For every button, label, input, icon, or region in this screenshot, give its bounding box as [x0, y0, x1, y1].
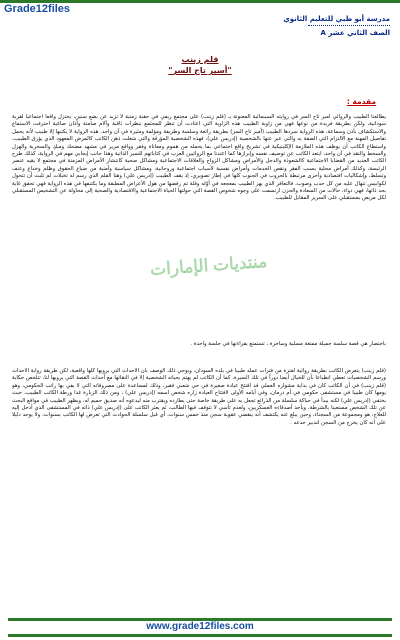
intro-paragraph-1: يطالعنا الطبيب والروائي أمير تاج السر في روايته السينمائية المعنونة بـ (قلم زينب) على مجتمع ريفي في حقبة زمنية لا تزيد عن بضع سنين، يختزل واقعا اجتماعيا لقرية سودانية، ولكن بطريقة فريدة من نوعها فهي من زاوية الطبيب هذه الزاوية التي اعتادت أن تنظر للمجتمع بنظرات ثاقبة وآلام صامتة وأذان صاغية احترفت الاستماع والاستكشاف بأذن وسماعة، هذه الرواية سردها الطبيب (أمير تاج السر) بطريقة رائعة وسلسة وطريفة ومؤلمة ومثيرة في آن واحد. هذه الرواية لا يكتبها إلا طبيب لأنه يحمل تفاصيل المهنة مع الالتزام التي الصفة به والتي عبر عنها بالشخصية (إدريس علي)، فهذه الشخصية المؤرقة والتي شغلت ذهن الكاتب كالمرض المعهود الذي يؤرق الطبيب، واستطاع الكاتب أن يوظف هذه الملازمة الإكلينيكية في تشريح واقع اجتماعي بما يحمله من هموم ومعاناة وفقر وواقع مرير في مشهد مضحك ومبكٍ والسخرية والهزل والسخط والنقد في آن واحد، ابتعد الكاتب عن توصيف نفسه وإبرازها كما اعتدنا مع الروائيين العرب في كتاباتهم للسير الذاتية وهذا جانب إيجابي مهم في الرواية، كذلك طرح الكاتب العديد من القضايا الاجتماعية كالشعوذة والدجل والأمراض ومشاكل الزواج والعلاقات الاجتماعية ومشاكل صحية كانتشار الأمراض المزمنة في مجتمع لا يقيه عنصر الرئيسة، وكذلك أمراض محلية بسبب الفقر ونقص الخدمات وأمراض نفسية لأسباب اجتماعية وروحانية، ومشاكل سياسية وأمنية من ضياع الحقوق وظلم وخداع وعنف وتسلط، وإشكاليات اقتصادية وأخرى مرتبطة بالحروب في الجنوب كلها في إطار تصويري، إذ يقف الطبيب (إدريس علي) وهنا القلم الذي رسم له تخيلات لم تلبث أن تتحول لكوابيس تنهال عليه من كل حدب وصوب، فالتعافر الذي يهز الطبيب بمعجعه في أوّله وقلة تم رفضها من هول الأعراض المطبقة وما يكتنفها في هذه الرواية فهي تحقق غاية بحد ذاتها، فهي دواء، حالات من السعادة والحزن ارتسمت على وجوه شخوص القصة التي حولتها الحياة الاجتماعية والاقتصادية والصحية إلى محاولة عن التشخيص المستقبلي لكل مريض بمستقبلي على السرير المقابل للطبيب. — [12, 114, 386, 202]
novel-name: أسير تاج السر — [172, 66, 228, 75]
footer-divider-bottom — [8, 634, 392, 637]
intro-paragraph-3: (قلم زينب) يتعرض الكاتب بطريقة روائية لفترة من فترات عمله طبيبا في بلده السودان، ويوحي ذلك الوصف بأن الأحداث التي يرويها كلها واقعية، لكن طريقة رواية الأحداث ورسم الشخصيات تعطي انطباعا بأن للخيال أيضا دوراً في تلك السيرة، كما أن الكاتب لم يهتم بحياته الشخصية إلا في النقائها مع أحداث القصة التي يرويها لنا، تتلخص حكاية (قلم زينب) في أن الكاتب كان في بداية مشواره العملي قد افتتح عيادة صغيرة في حي شعبي فقير، وذلك لمساعدة على مصروفاته التي لا يفي بها راتب الحكومي، وهو يومها كان طبيبا في مستشفى حكومي في أم درمان، وفي أيامه الأولى لافتتاح العيادة زاره شخص اسمه (إدريس علي) ، ومن ذلك الزيارة غدا ورطة الكاتب الطبيب، حيث يختفي (إدريس علي) لكنه يبدأ في حياكة سلسلة من الذرائع تجعل به على طريقة خاصة حتى يطارده ويقترب منه ليدعوه أنه صديق حميم له، ويظهر الطبيب في مواقع البحث عن تلك الشخص مستعينا بالشرطة، ويأخذ أصدقاءه العسكريين، ولعدم تأسي لا تتوقف فيها الطالب، ثم يعثر الكاتب على (إدريس علي) ذاته في المستشفى الذي أدخل إليه للعلاج، هو ومجموعة من السجناء، وحين يبلغ عنه يكتشف أنه ينقضي عقوبة سجن منذ خمس سنوات، أي قبل سلسلة الحوادث التي تعرض لها الكاتب بسنوات، ولا يوجد دليلا على أنه كان يخرج من السجن لتدبير خدعه . — [12, 368, 386, 426]
watermark: منتديات الإمارات — [149, 251, 268, 280]
school-header — [283, 14, 390, 38]
intro-heading: مقدمة : — [346, 97, 376, 106]
intro-paragraph-2: باختصار هي قصة سلسة جميلة ممتعة مسلية وساخرة ، تستمتع بقراءتها في جلسة واحدة . — [190, 341, 386, 347]
school-name: مدرسة أبو ظبي للتعليم الثانوي — [283, 15, 390, 23]
footer-brand[interactable]: www.grade12files.com — [146, 621, 254, 632]
header-separator — [308, 25, 390, 26]
author-line: قلم زينب — [181, 55, 219, 64]
site-brand[interactable]: Grade12files — [4, 3, 71, 15]
novel-line: "أسير تاج السر" — [168, 66, 232, 75]
grade-label: الصف الثاني عشر A — [320, 29, 390, 37]
document-title — [0, 54, 400, 76]
